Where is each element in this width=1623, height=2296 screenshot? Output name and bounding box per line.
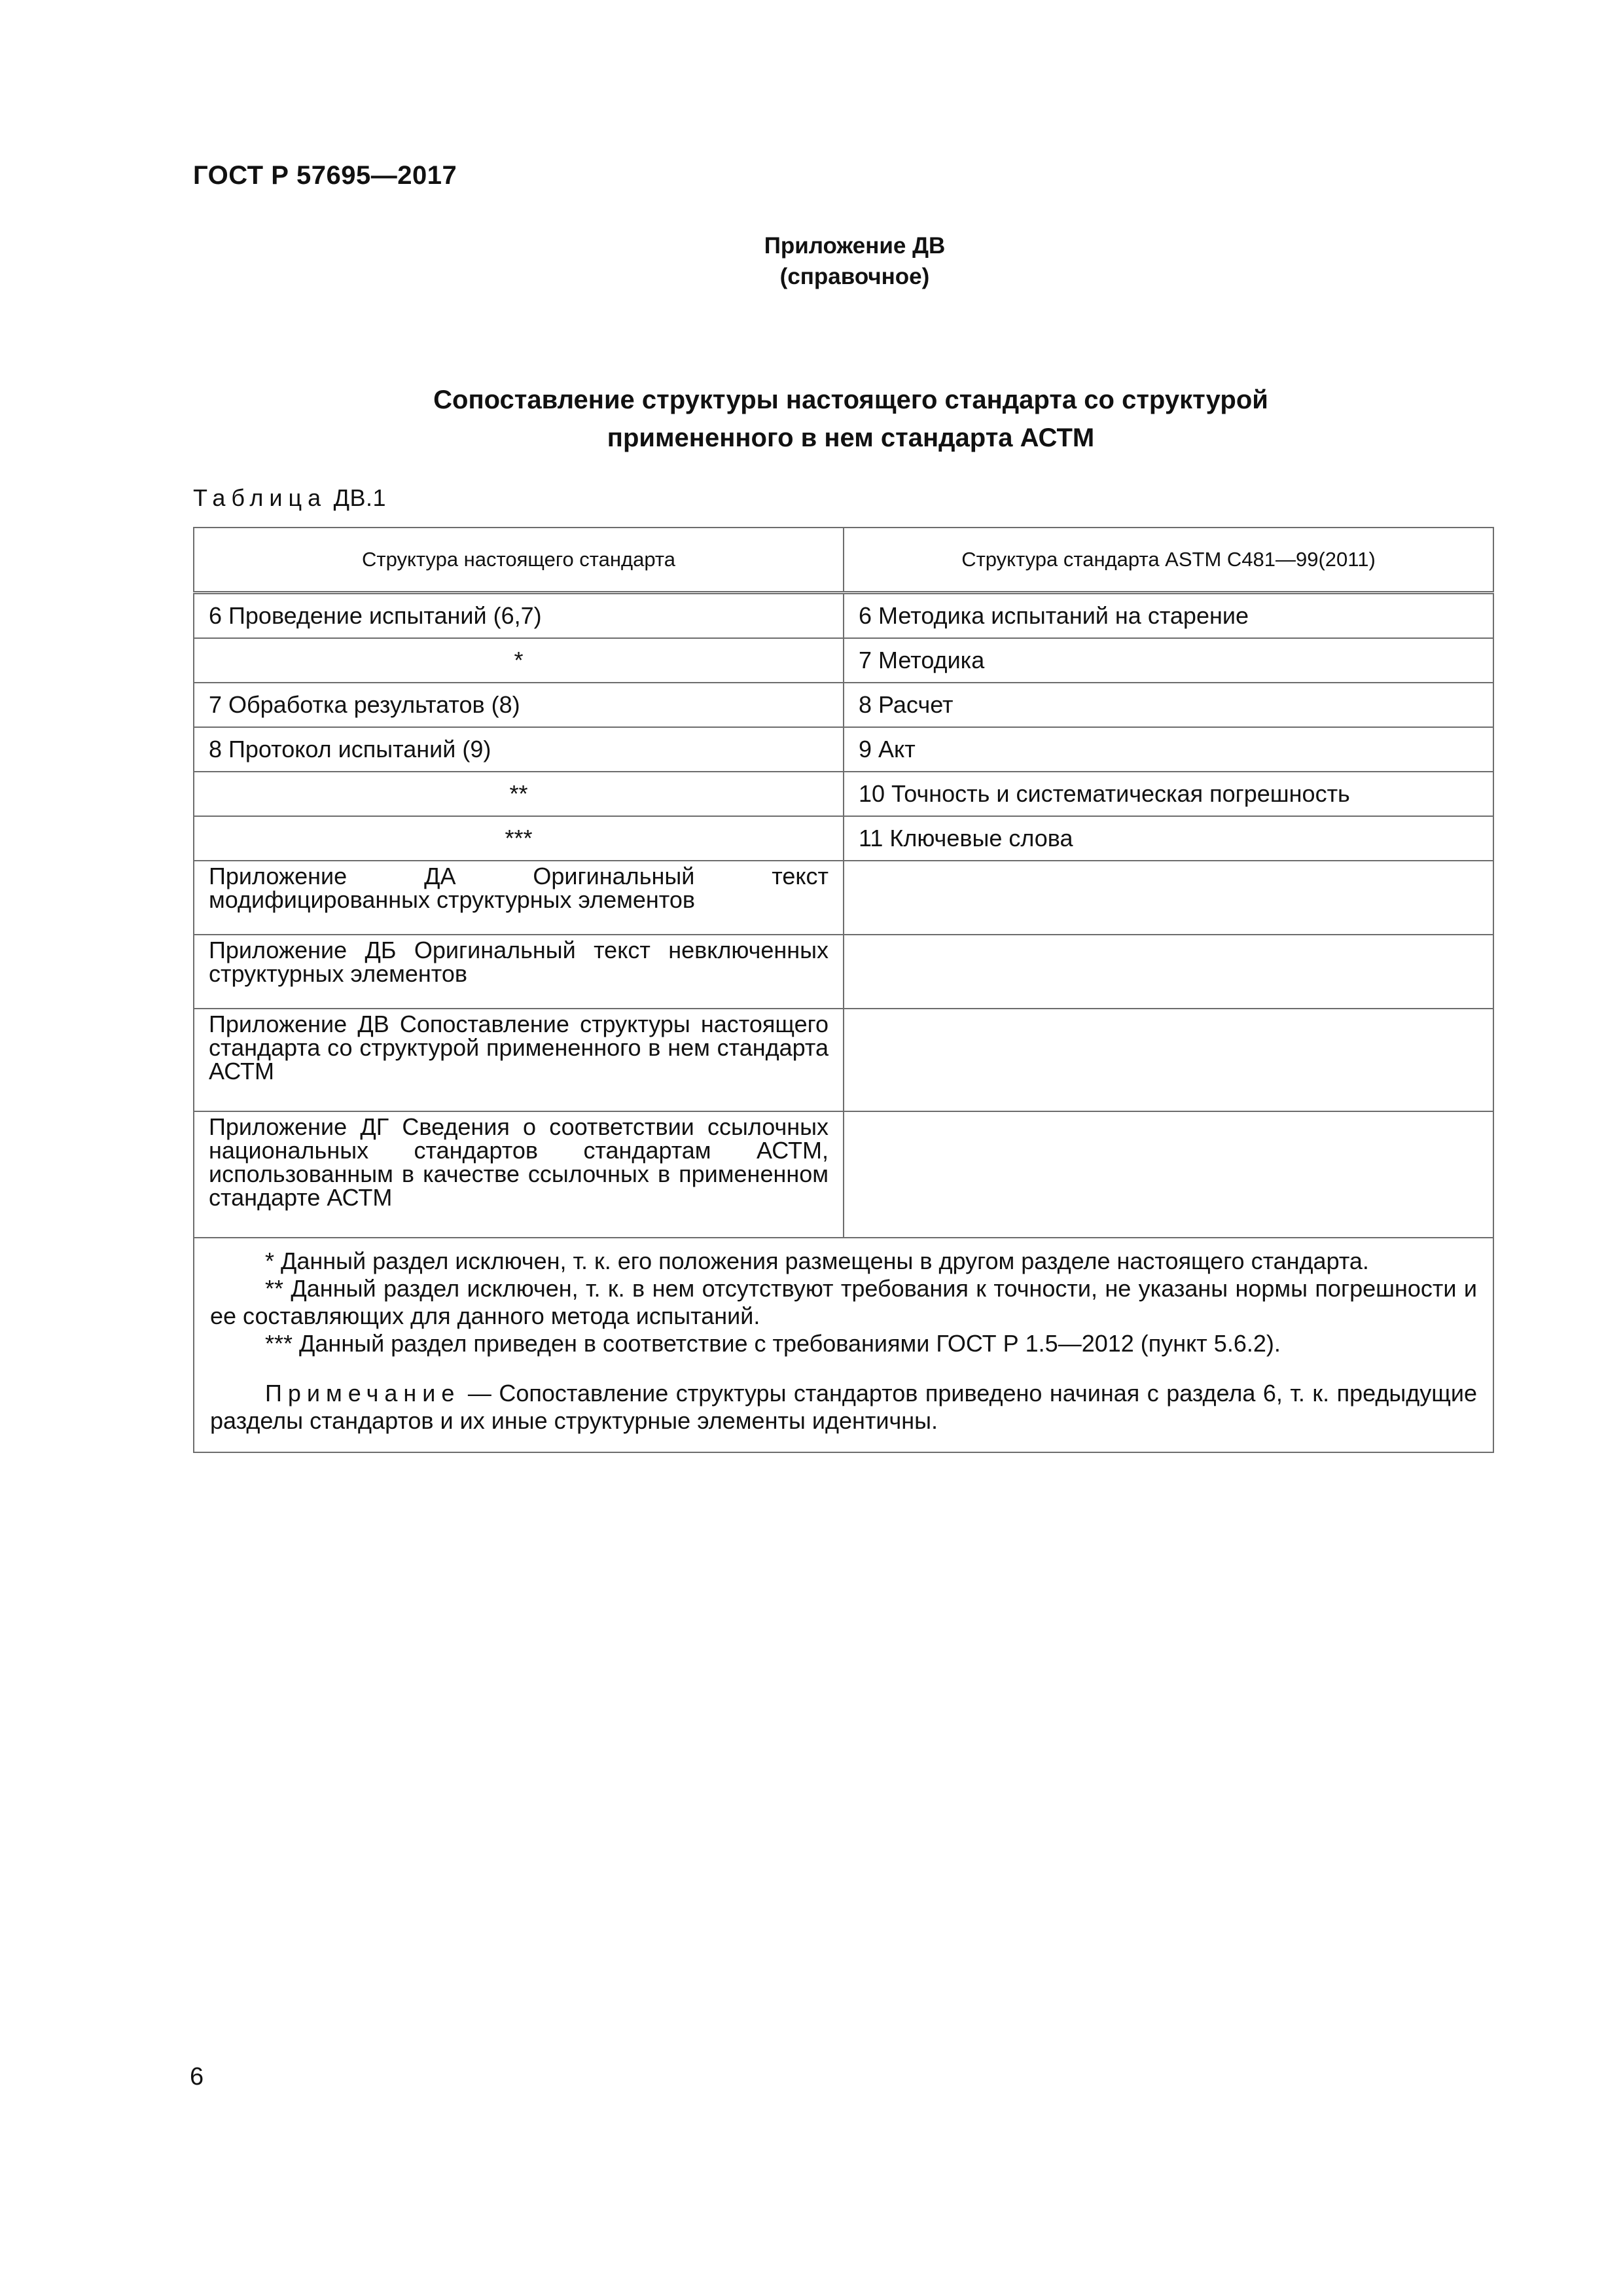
table-row <box>194 638 1493 683</box>
cell-astm <box>844 1111 1493 1238</box>
cell-astm <box>844 935 1493 1009</box>
cell-astm: 11 Ключевые слова <box>844 816 1493 861</box>
title-line-2: примененного в нем стандарта АСТМ <box>607 423 1095 452</box>
footnote: * Данный раздел исключен, т. к. его положения размещены в другом разделе настоящего стандарта. <box>265 1247 1369 1274</box>
cell-astm: 7 Методика <box>844 638 1493 683</box>
table-notes-row <box>194 1238 1493 1452</box>
table-row <box>194 816 1493 861</box>
cell-current: 7 Обработка результатов (8) <box>194 683 844 727</box>
comparison-table <box>193 527 1494 1453</box>
cell-current: ** <box>194 772 844 816</box>
page-number: 6 <box>190 2063 204 2090</box>
page-title <box>262 381 1440 457</box>
table-caption <box>193 484 386 512</box>
document-code: ГОСТ Р 57695—2017 <box>193 161 457 190</box>
table-header-row <box>194 528 1493 593</box>
note-text: — Сопоставление структуры стандартов приведено начиная с раздела 6, т. к. предыдущие разделы стандартов и их иные структурные элементы идентичны. <box>210 1380 1477 1434</box>
table-row <box>194 935 1493 1009</box>
table-notes <box>194 1238 1493 1452</box>
cell-astm: 6 Методика испытаний на старение <box>844 593 1493 639</box>
table-caption-number: ДВ.1 <box>327 484 387 511</box>
table-row <box>194 861 1493 935</box>
table-row <box>194 1009 1493 1111</box>
appendix-heading <box>654 230 1055 292</box>
note-label: Примечание <box>265 1380 461 1407</box>
cell-astm <box>844 861 1493 935</box>
appendix-kind: (справочное) <box>779 264 930 289</box>
cell-current: 6 Проведение испытаний (6,7) <box>194 593 844 639</box>
cell-current: Приложение ДА Оригинальный текст модифицированных структурных элементов <box>194 861 844 935</box>
column-header-astm: Структура стандарта ASTM C481—99(2011) <box>844 528 1493 593</box>
cell-current: Приложение ДВ Сопоставление структуры настоящего стандарта со структурой примененного в нем стандарта АСТМ <box>194 1009 844 1111</box>
table-row <box>194 1111 1493 1238</box>
table-row <box>194 727 1493 772</box>
cell-astm: 10 Точность и систематическая погрешность <box>844 772 1493 816</box>
cell-current: *** <box>194 816 844 861</box>
table-note <box>210 1380 1477 1435</box>
cell-current: * <box>194 638 844 683</box>
table-row <box>194 593 1493 639</box>
cell-current: Приложение ДБ Оригинальный текст невключенных структурных элементов <box>194 935 844 1009</box>
table-row <box>194 772 1493 816</box>
cell-astm <box>844 1009 1493 1111</box>
cell-astm: 8 Расчет <box>844 683 1493 727</box>
cell-current: 8 Протокол испытаний (9) <box>194 727 844 772</box>
cell-astm: 9 Акт <box>844 727 1493 772</box>
table-row <box>194 683 1493 727</box>
table-caption-word: Таблица <box>193 484 327 511</box>
footnote: ** Данный раздел исключен, т. к. в нем отсутствуют требования к точности, не указаны нормы погрешности и ее составляющих для данного метода испытаний. <box>210 1275 1477 1329</box>
appendix-name: Приложение ДВ <box>764 233 946 259</box>
column-header-current: Структура настоящего стандарта <box>194 528 844 593</box>
title-line-1: Сопоставление структуры настоящего стандарта со структурой <box>433 386 1268 414</box>
footnote: *** Данный раздел приведен в соответствие с требованиями ГОСТ Р 1.5—2012 (пункт 5.6.2). <box>265 1330 1281 1357</box>
cell-current: Приложение ДГ Сведения о соответствии ссылочных национальных стандартов стандартам АСТМ, использованным в качестве ссылочных в примененном стандарте АСТМ <box>194 1111 844 1238</box>
